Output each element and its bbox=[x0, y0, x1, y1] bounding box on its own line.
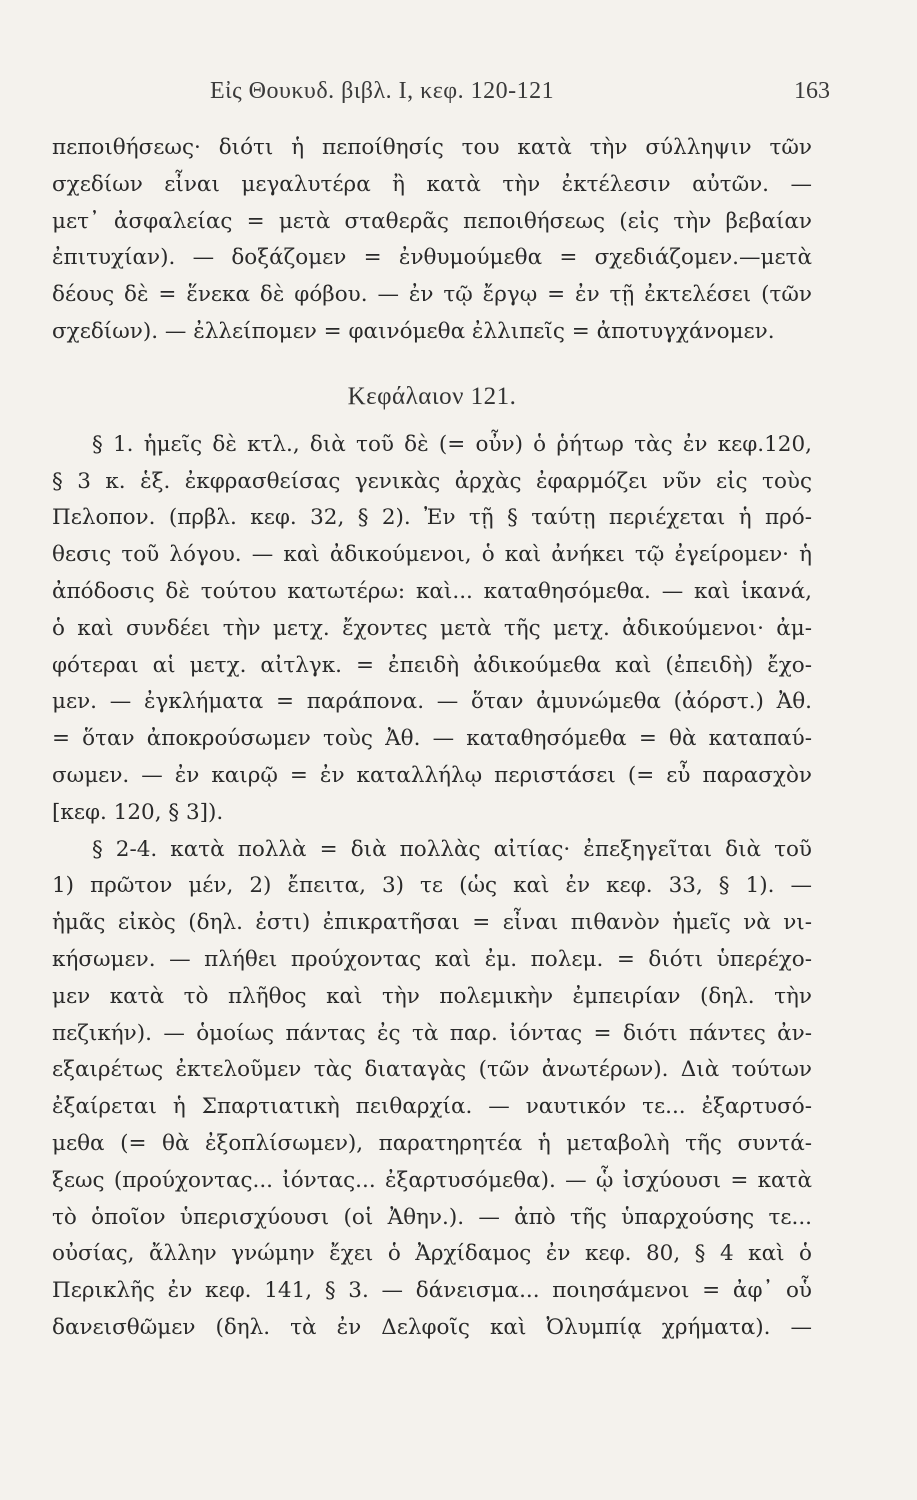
page-number: 163 bbox=[794, 78, 830, 104]
paragraph-3 bbox=[52, 832, 812, 1347]
text-line: [κεφ. 120, § 3]). bbox=[52, 799, 224, 825]
text-line: εξαιρέτως ἐκτελοῦμεν τὰς διαταγὰς (τῶν ἀνωτέρων). Διὰ τούτων bbox=[52, 1057, 812, 1083]
text-line: ξεως (προύχοντας... ἰόντας... ἐξαρτυσόμεθα). — ᾧ ἰσχύουσι = κατὰ bbox=[52, 1167, 812, 1193]
text-line: κήσωμεν. — πλήθει προύχοντας καὶ ἐμ. πολεμ. = διότι ὑπερέχο- bbox=[52, 946, 812, 972]
text-line: § 2-4. κατὰ πολλὰ = διὰ πολλὰς αἰτίας· ἐπεξηγεῖται διὰ τοῦ bbox=[92, 836, 812, 862]
page-body bbox=[52, 130, 812, 1347]
text-line: δέους δὲ = ἕνεκα δὲ φόβου. — ἐν τῷ ἔργῳ = ἐν τῇ ἐκτελέσει (τῶν bbox=[52, 282, 812, 308]
text-line: πεποιθήσεως· διότι ἡ πεποίθησίς του κατὰ τὴν σύλληψιν τῶν bbox=[52, 135, 812, 160]
text-line: πεζικήν). — ὁμοίως πάντας ἐς τὰ παρ. ἰόντας = διότι πάντες ἀν- bbox=[52, 1020, 812, 1046]
running-head: Εἰς Θουκυδ. βιβλ. Ι, κεφ. 120-121 bbox=[210, 78, 555, 104]
text-line: φότεραι αἱ μετχ. αἰτλγκ. = ἐπειδὴ ἀδικούμεθα καὶ (ἐπειδὴ) ἔχο- bbox=[52, 652, 812, 678]
text-line: σωμεν. — ἐν καιρῷ = ἐν καταλλήλῳ περιστάσει (= εὖ παρασχὸν bbox=[52, 762, 812, 788]
text-line: μετ᾽ ἀσφαλείας = μετὰ σταθερᾶς πεποιθήσεως (εἰς τὴν βεβαίαν bbox=[52, 208, 812, 234]
text-line: μεν κατὰ τὸ πλῆθος καὶ τὴν πολεμικὴν ἐμπειρίαν (δηλ. τὴν bbox=[52, 983, 812, 1009]
text-line: θεσις τοῦ λόγου. — καὶ ἀδικούμενοι, ὁ καὶ ἀνήκει τῷ ἐγείρομεν· ἡ bbox=[52, 542, 812, 568]
text-line: σχεδίων εἶναι μεγαλυτέρα ἢ κατὰ τὴν ἐκτέλεσιν αὐτῶν. — bbox=[52, 171, 812, 197]
text-line: 1) πρῶτον μέν, 2) ἔπειτα, 3) τε (ὡς καὶ ἐν κεφ. 33, § 1). — bbox=[52, 873, 812, 899]
text-line: τὸ ὁποῖον ὑπερισχύουσι (οἱ Ἀθην.). — ἀπὸ τῆς ὑπαρχούσης τε... bbox=[52, 1204, 812, 1230]
page-header bbox=[110, 78, 830, 118]
text-line: δανεισθῶμεν (δηλ. τὰ ἐν Δελφοῖς καὶ Ὀλυμπίᾳ χρήματα). — bbox=[52, 1314, 812, 1340]
text-line: Πελοπον. (πρβλ. κεφ. 32, § 2). Ἐν τῇ § ταύτῃ περιέχεται ἡ πρό- bbox=[52, 505, 812, 531]
chapter-title: Κεφάλαιον 121. bbox=[347, 382, 517, 410]
paragraph-1 bbox=[52, 130, 812, 351]
text-line: § 3 κ. ἑξ. ἐκφρασθείσας γενικὰς ἀρχὰς ἐφαρμόζει νῦν εἰς τοὺς bbox=[52, 468, 812, 494]
text-line: ὁ καὶ συνδέει τὴν μετχ. ἔχοντες μετὰ τῆς μετχ. ἀδικούμενοι· ἀμ- bbox=[52, 615, 812, 641]
text-line: ἐξαίρεται ἡ Σπαρτιατικὴ πειθαρχία. — ναυτικόν τε... ἐξαρτυσό- bbox=[52, 1094, 812, 1120]
text-line: ἀπόδοσις δὲ τούτου κατωτέρω: καὶ... καταθησόμεθα. — καὶ ἱκανά, bbox=[52, 578, 812, 604]
text-line: = ὅταν ἀποκρούσωμεν τοὺς Ἀθ. — καταθησόμεθα = θὰ καταπαύ- bbox=[52, 726, 812, 752]
text-line: ἡμᾶς εἰκὸς (δηλ. ἐστι) ἐπικρατῆσαι = εἶναι πιθανὸν ἡμεῖς νὰ νι- bbox=[52, 910, 812, 936]
text-line: οὐσίας, ἄλλην γνώμην ἔχει ὁ Ἀρχίδαμος ἐν κεφ. 80, § 4 καὶ ὁ bbox=[52, 1241, 812, 1267]
text-line: μεν. — ἐγκλήματα = παράπονα. — ὅταν ἀμυνώμεθα (ἀόρστ.) Ἀθ. bbox=[52, 689, 812, 715]
text-line: § 1. ἡμεῖς δὲ κτλ., διὰ τοῦ δὲ (= οὖν) ὁ ῥήτωρ τὰς ἐν κεφ.120, bbox=[92, 431, 812, 457]
text-line: Περικλῆς ἐν κεφ. 141, § 3. — δάνεισμα... ποιησάμενοι = ἀφ᾽ οὗ bbox=[52, 1278, 812, 1304]
text-line: ἐπιτυχίαν). — δοξάζομεν = ἐνθυμούμεθα = σχεδιάζομεν.—μετὰ bbox=[52, 245, 812, 271]
paragraph-2 bbox=[52, 427, 812, 832]
text-line: μεθα (= θὰ ἐξοπλίσωμεν), παρατηρητέα ἡ μεταβολὴ τῆς συντά- bbox=[52, 1130, 812, 1156]
text-line: σχεδίων). — ἐλλείπομεν = φαινόμεθα ἐλλιπεῖς = ἀποτυγχάνομεν. bbox=[52, 318, 775, 344]
